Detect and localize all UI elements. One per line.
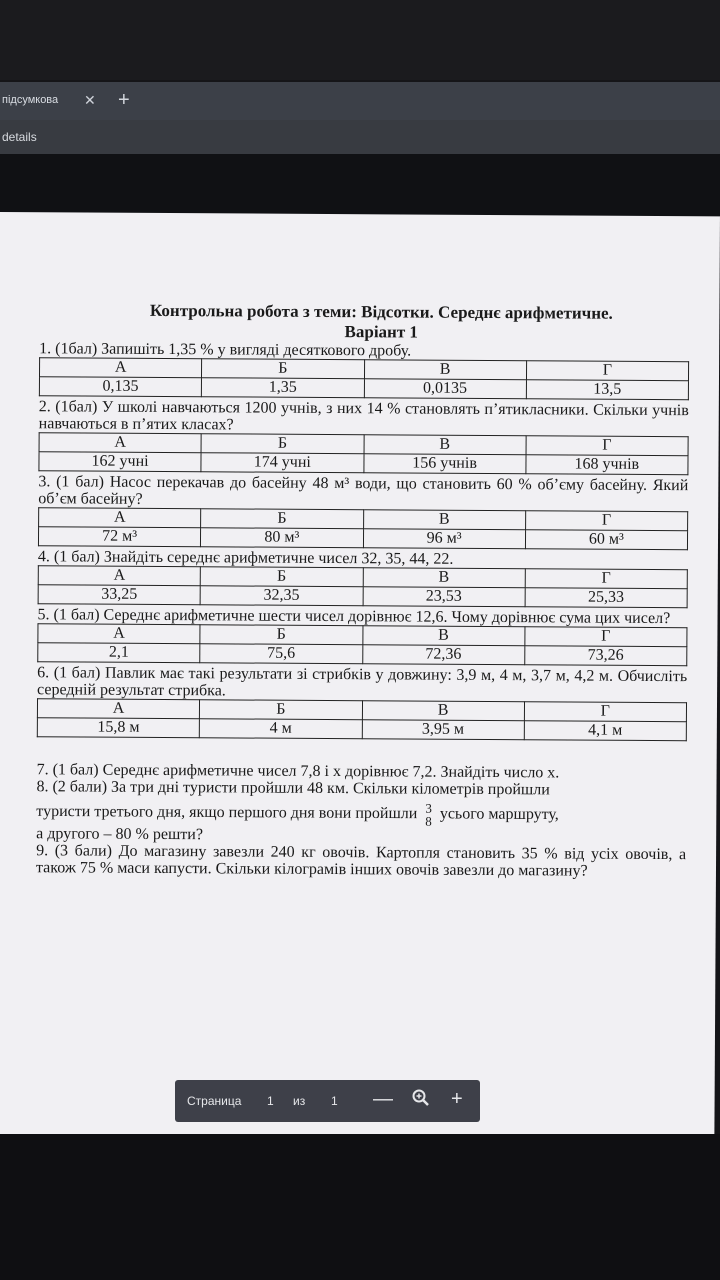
answer-g: 60 м³ (525, 530, 687, 550)
fraction (425, 802, 432, 828)
answer-b: 1,35 (202, 378, 364, 398)
question-8-text-after: усього маршруту, (439, 805, 559, 824)
close-icon[interactable]: ✕ (84, 92, 96, 108)
header-g: Г (525, 511, 687, 531)
fraction-denominator: 8 (425, 813, 432, 829)
header-b: Б (201, 509, 363, 529)
zoom-in-button[interactable]: + (451, 1088, 463, 1110)
zoom-icon[interactable] (411, 1088, 431, 1114)
current-page-input[interactable]: 1 (267, 1094, 274, 1108)
header-b: Б (200, 567, 362, 587)
browser-tab-bar (0, 82, 720, 120)
header-b: Б (200, 625, 362, 645)
answer-table-1 (39, 357, 689, 400)
answer-b: 75,6 (200, 644, 362, 664)
header-g: Г (525, 569, 687, 589)
question-2: 2. (1бал) У школі навчаються 1200 учнів, з них 14 % становлять п’ятикласники. Скільки учнів навчаються в п’ятих класах? (38, 398, 689, 434)
answer-v: 23,53 (363, 587, 525, 607)
document-page (0, 212, 720, 1138)
header-v: В (364, 435, 526, 455)
question-8-line-3: а другого – 80 % решти? (36, 825, 204, 844)
monitor-bezel (0, 0, 720, 80)
header-v: В (362, 626, 524, 646)
page-label: Страница (187, 1094, 242, 1108)
answer-b: 32,35 (200, 586, 362, 606)
question-6: 6. (1 бал) Павлик має такі результати зі стрибків у довжину: 3,9 м, 4 м, 3,7 м, 4,2 м. Обчисліть середній результат стрибка. (37, 664, 688, 700)
header-a: А (39, 508, 201, 528)
answer-a: 0,135 (39, 377, 201, 397)
answer-g: 73,26 (524, 646, 686, 666)
tab-title: підсумкова (2, 94, 59, 106)
header-v: В (364, 360, 526, 380)
header-b: Б (202, 359, 364, 379)
answer-v: 96 м³ (363, 529, 525, 549)
monitor-lower-bezel (0, 1134, 720, 1280)
answer-b: 4 м (200, 719, 362, 739)
answer-table-3 (38, 507, 688, 550)
answer-table-5 (37, 623, 687, 666)
question-7: 7. (1 бал) Середнє арифметичне чисел 7,8 і x дорівнює 7,2. Знайдіть число x. (36, 761, 560, 782)
header-g: Г (526, 436, 688, 456)
magnifier-icon (411, 1088, 431, 1108)
question-8-line-2 (36, 799, 686, 829)
header-a: А (39, 433, 201, 453)
total-pages: 1 (331, 1094, 338, 1108)
header-a: А (38, 566, 200, 586)
header-v: В (363, 510, 525, 530)
answer-a: 2,1 (38, 643, 200, 663)
answer-a: 33,25 (38, 585, 200, 605)
browser-tab[interactable] (0, 82, 102, 120)
answer-g: 13,5 (526, 380, 688, 400)
zoom-out-button[interactable]: — (373, 1088, 393, 1110)
question-5: 5. (1 бал) Середнє арифметичне шести чисел дорівнює 12,6. Чому дорівнює сума цих чисел? (37, 606, 671, 628)
header-a: А (39, 358, 201, 378)
question-3: 3. (1 бал) Насос перекачав до басейну 48 м³ води, що становить 60 % об’єму басейну. Який об’єм басейну? (38, 473, 689, 508)
header-g: Г (525, 627, 687, 647)
document-content (36, 300, 690, 880)
answer-g: 4,1 м (524, 721, 686, 741)
url-text: details (2, 130, 37, 144)
header-g: Г (524, 702, 686, 722)
answer-v: 3,95 м (362, 720, 524, 740)
fraction-numerator: 3 (425, 800, 432, 816)
header-g: Г (526, 361, 688, 381)
question-1: 1. (1бал) Запишіть 1,35 % у вигляді десяткового дробу. (39, 340, 412, 360)
answer-a: 15,8 м (37, 718, 199, 738)
header-b: Б (200, 700, 362, 720)
header-a: А (38, 624, 200, 644)
answer-g: 25,33 (525, 588, 687, 608)
answer-v: 72,36 (362, 645, 524, 665)
answer-b: 174 учні (201, 453, 363, 473)
document-title: Контрольна робота з теми: Відсотки. Середнє арифметичне. (149, 300, 613, 323)
question-8-line-1: 8. (2 бали) За три дні туристи пройшли 48 км. Скільки кілометрів пройшли (36, 778, 550, 799)
answer-a: 72 м³ (38, 527, 200, 547)
of-label: из (293, 1094, 306, 1108)
answer-table-4 (38, 565, 688, 608)
header-v: В (363, 568, 525, 588)
pdf-viewer-toolbar (175, 1080, 480, 1122)
address-bar[interactable] (0, 120, 720, 154)
header-a: А (37, 699, 199, 719)
question-8-text-before: туристи третього дня, якщо першого дня вони пройшли (36, 802, 418, 823)
answer-v: 0,0135 (364, 379, 526, 399)
new-tab-button[interactable]: + (118, 89, 130, 111)
question-4: 4. (1 бал) Знайдіть середнє арифметичне чисел 32, 35, 44, 22. (37, 548, 454, 568)
answer-table-2 (38, 432, 688, 475)
answer-a: 162 учні (39, 452, 201, 472)
question-9: 9. (3 бали) До магазину завезли 240 кг овочів. Картопля становить 35 % від усіх овочів, а також 75 % маси капусти. Скільки кілограмів інших овочів завезли до магазину? (35, 842, 687, 880)
answer-b: 80 м³ (201, 528, 363, 548)
header-b: Б (201, 434, 363, 454)
answer-v: 156 учнів (363, 454, 525, 474)
header-v: В (362, 701, 524, 721)
answer-table-6 (37, 698, 687, 741)
variant-title: Варіант 1 (344, 322, 419, 342)
answer-g: 168 учнів (526, 455, 688, 475)
